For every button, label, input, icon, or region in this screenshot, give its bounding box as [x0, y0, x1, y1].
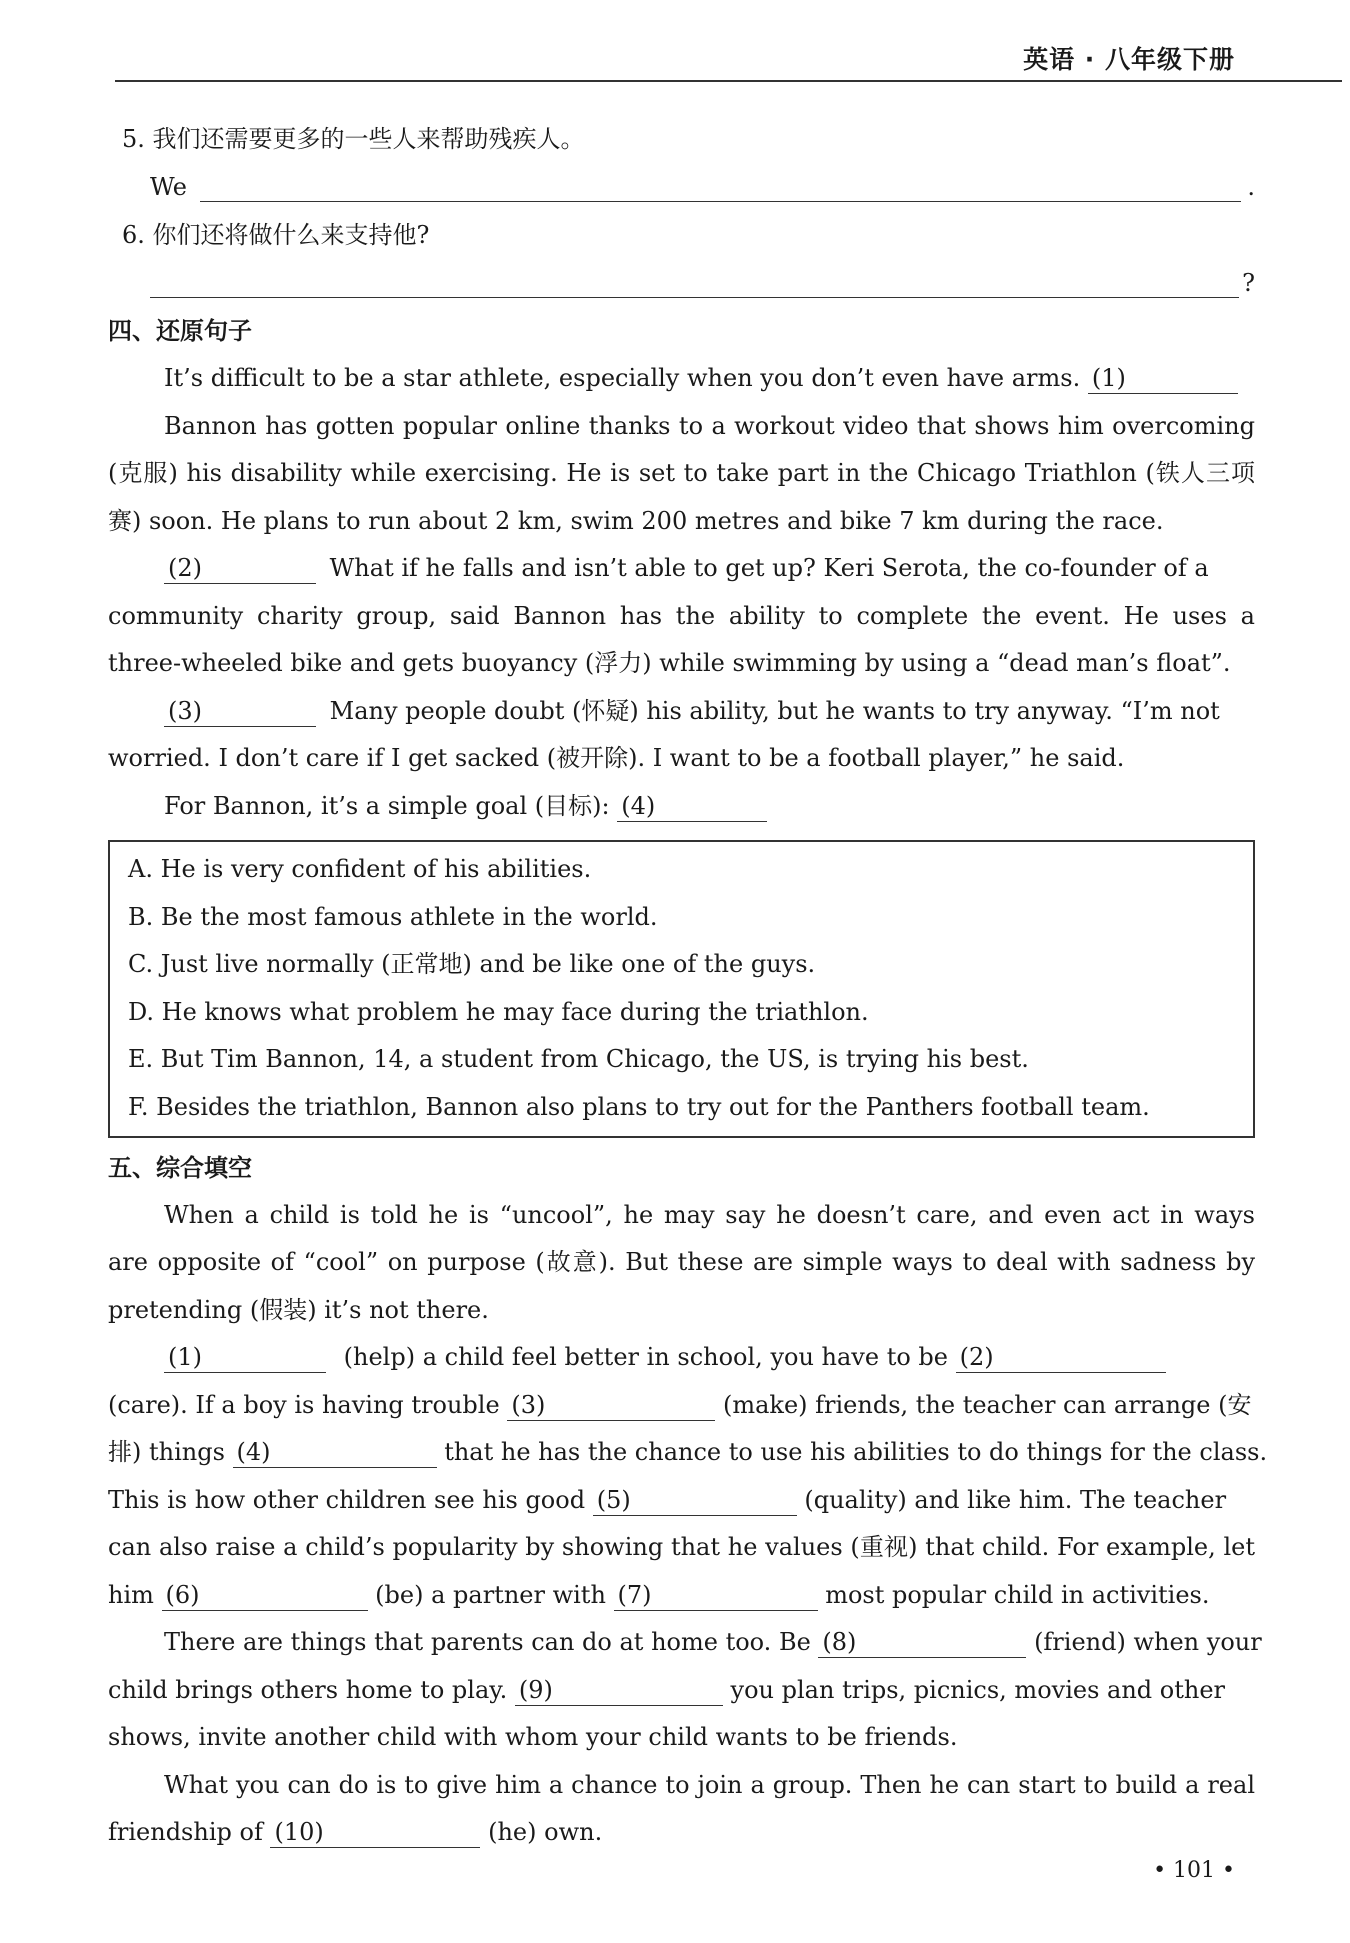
passage-text: What if he falls and isn’t able to get up? Keri Serota, the co-founder of a: [329, 554, 1209, 582]
passage-text: most popular child in activities.: [825, 1580, 1210, 1609]
passage-text: (care). If a boy is having trouble: [108, 1390, 500, 1419]
passage-line: [108, 783, 1255, 831]
blank-4-4[interactable]: (4): [617, 791, 767, 822]
blank-5-3[interactable]: (3): [507, 1390, 715, 1421]
blank-5-8[interactable]: (8): [818, 1627, 1026, 1658]
passage-text: It’s difficult to be a star athlete, especially when you don’t even have arms.: [164, 364, 1081, 392]
passage-text: For Bannon, it’s a simple goal (目标):: [164, 791, 610, 820]
passage-text: (quality) and like him. The teacher: [804, 1485, 1227, 1514]
passage-text: (help) a child feel better in school, you have to be: [343, 1343, 948, 1372]
passage-line: [108, 1334, 1255, 1382]
question-6-end-mark: ?: [1242, 269, 1255, 297]
passage-text: him: [108, 1580, 154, 1609]
passage-line: three-wheeled bike and gets buoyancy (浮力) while swimming by using a “dead man’s float”.: [108, 649, 1231, 677]
blank-5-2[interactable]: (2): [956, 1342, 1166, 1373]
blank-5-10[interactable]: (10): [270, 1817, 480, 1848]
blank-5-6[interactable]: (6): [162, 1580, 368, 1611]
blank-5-1[interactable]: (1): [164, 1342, 326, 1373]
passage-line: [108, 355, 1255, 403]
passage-text: (make) friends, the teacher can arrange (安: [722, 1390, 1252, 1419]
passage-line: [108, 1382, 1255, 1430]
blank-4-2[interactable]: (2): [164, 553, 316, 584]
passage-line: are opposite of “cool” on purpose (故意). But these are simple ways to deal with sadness by: [108, 1248, 1255, 1277]
passage-line: [108, 1809, 1255, 1857]
passage-line: can also raise a child’s popularity by showing that he values (重视) that child. For example, let: [108, 1533, 1255, 1562]
passage-line: (克服) his disability while exercising. He is set to take part in the Chicago Triathlon (铁人三项: [108, 459, 1255, 487]
passage-text: This is how other children see his good: [108, 1485, 586, 1514]
passage-line: pretending (假装) it’s not there.: [108, 1295, 489, 1324]
option-b: B. Be the most famous athlete in the world.: [128, 902, 658, 931]
option-e: E. But Tim Bannon, 14, a student from Chicago, the US, is trying his best.: [128, 1045, 1029, 1074]
passage-line: [108, 1619, 1262, 1667]
header-rule: [115, 80, 1342, 82]
passage-line: When a child is told he is “uncool”, he may say he doesn’t care, and even act in ways: [164, 1200, 1255, 1229]
passage-text: There are things that parents can do at home too. Be: [164, 1628, 811, 1657]
passage-line: shows, invite another child with whom your child wants to be friends.: [108, 1723, 958, 1752]
section-5-heading: 五、综合填空: [108, 1153, 252, 1182]
question-6-answer-row: [108, 259, 1255, 307]
passage-line: [108, 545, 1255, 593]
section-4-heading: 四、还原句子: [108, 317, 252, 345]
blank-5-9[interactable]: (9): [515, 1675, 723, 1706]
question-5-answer-row: [108, 163, 1255, 211]
passage-line: community charity group, said Bannon has the ability to complete the event. He uses a: [108, 601, 1255, 630]
passage-line: worried. I don’t care if I get sacked (被开除). I want to be a football player,” he said.: [108, 744, 1125, 772]
passage-line: What you can do is to give him a chance to join a group. Then he can start to build a real: [164, 1770, 1255, 1799]
blank-5-5[interactable]: (5): [593, 1485, 797, 1516]
question-5-end-mark: .: [1247, 173, 1255, 201]
option-f: F. Besides the triathlon, Bannon also plans to try out for the Panthers football team.: [128, 1092, 1150, 1121]
passage-line: [108, 1572, 1255, 1620]
section-4-passage: [108, 355, 1255, 830]
passage-text: (he) own.: [488, 1818, 603, 1847]
page-header-title: 英语 · 八年级下册: [1023, 45, 1235, 74]
passage-line: [108, 1667, 1255, 1715]
passage-text: Many people doubt (怀疑) his ability, but he wants to try anyway. “I’m not: [329, 696, 1220, 725]
passage-line: [108, 1477, 1255, 1525]
option-d: D. He knows what problem he may face during the triathlon.: [128, 997, 869, 1026]
passage-text: you plan trips, picnics, movies and other: [730, 1675, 1226, 1704]
options-box: [108, 840, 1255, 1138]
question-5-prompt: [108, 115, 1255, 163]
worksheet-content: [108, 115, 1268, 1857]
blank-4-1[interactable]: (1): [1088, 363, 1238, 394]
blank-4-3[interactable]: (3): [164, 696, 316, 727]
question-5-lead-word: We: [150, 173, 187, 201]
passage-line: 赛) soon. He plans to run about 2 km, swim 200 metres and bike 7 km during the race.: [108, 506, 1164, 535]
blank-5-7[interactable]: (7): [614, 1580, 818, 1611]
section-5-passage: [108, 1192, 1268, 1857]
question-6-text: 你们还将做什么来支持他?: [152, 221, 430, 249]
option-c: C. Just live normally (正常地) and be like one of the guys.: [128, 950, 816, 979]
blank-5-4[interactable]: (4): [233, 1437, 437, 1468]
question-5-text: 我们还需要更多的一些人来帮助残疾人。: [152, 125, 585, 153]
question-6-prompt: [108, 211, 1255, 259]
option-a: A. He is very confident of his abilities.: [128, 855, 592, 883]
passage-line: Bannon has gotten popular online thanks to a workout video that shows him overcoming: [164, 411, 1255, 440]
passage-text: (friend) when your: [1034, 1628, 1262, 1657]
passage-text: 排) things: [108, 1438, 225, 1467]
question-6-answer-line[interactable]: [150, 269, 1239, 298]
passage-line: [108, 688, 1255, 736]
passage-text: child brings others home to play.: [108, 1675, 508, 1704]
question-5-answer-line[interactable]: [200, 173, 1241, 202]
question-5-number: 5.: [122, 125, 145, 153]
passage-text: (be) a partner with: [375, 1580, 606, 1609]
question-6-number: 6.: [122, 221, 145, 249]
page-number: • 101 •: [1153, 1858, 1235, 1883]
passage-text: friendship of: [108, 1818, 263, 1847]
passage-line: [108, 1429, 1268, 1477]
passage-text: that he has the chance to use his abilities to do things for the class.: [444, 1438, 1268, 1467]
